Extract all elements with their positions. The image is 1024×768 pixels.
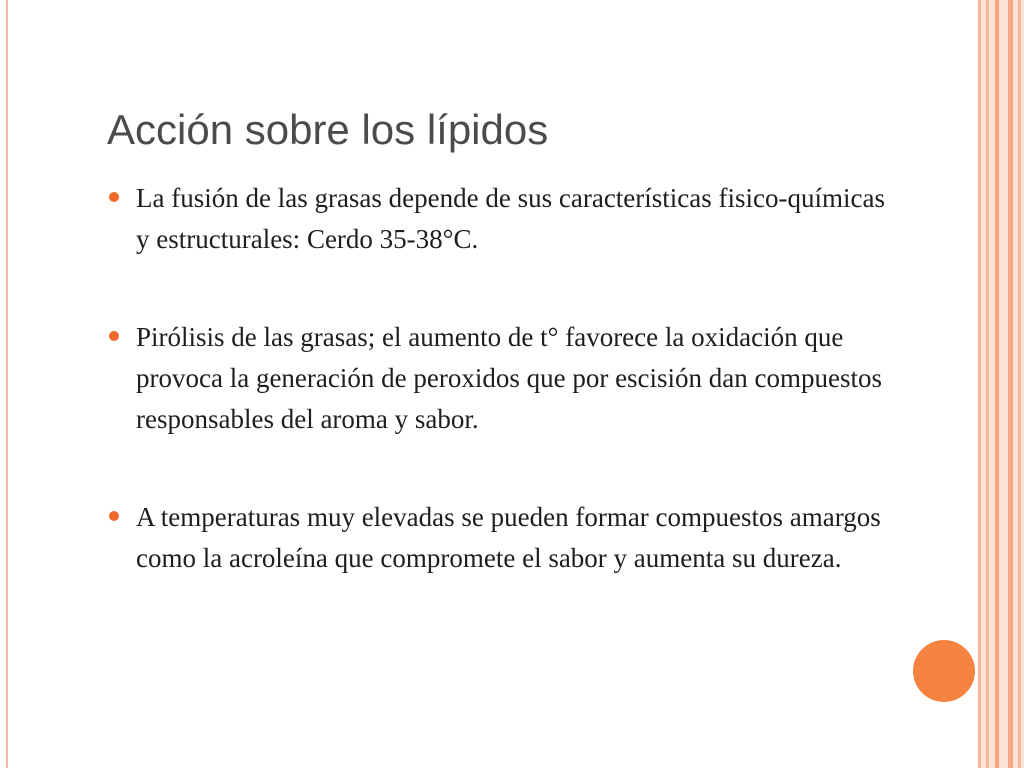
bullet-text: Pirólisis de las grasas; el aumento de t° favorece la oxidación que provoca la generación de peroxidos que por escisión dan compuestos responsables del aroma y sabor.: [136, 322, 883, 434]
bullet-text: La fusión de las grasas depende de sus características fisico-químicas y estructurales: Cerdo 35-38°C.: [136, 183, 885, 254]
slide-title: Acción sobre los lípidos: [107, 106, 549, 153]
bullet-item: [107, 178, 887, 260]
bullet-dot-icon: [109, 192, 119, 202]
right-stripe: [978, 0, 981, 768]
bullet-list: [107, 178, 887, 579]
decorative-orange-circle: [913, 640, 975, 702]
right-stripe: [995, 0, 999, 768]
right-stripe: [1008, 0, 1013, 768]
right-stripe: [986, 0, 989, 768]
bullet-dot-icon: [109, 331, 119, 341]
right-stripe: [1018, 0, 1021, 768]
bullet-text: A temperaturas muy elevadas se pueden formar compuestos amargos como la acroleína que compromete el sabor y aumenta su dureza.: [136, 502, 881, 573]
left-border-line: [6, 0, 8, 768]
bullet-item: [107, 497, 887, 579]
bullet-dot-icon: [109, 511, 119, 521]
bullet-item: [107, 317, 887, 440]
